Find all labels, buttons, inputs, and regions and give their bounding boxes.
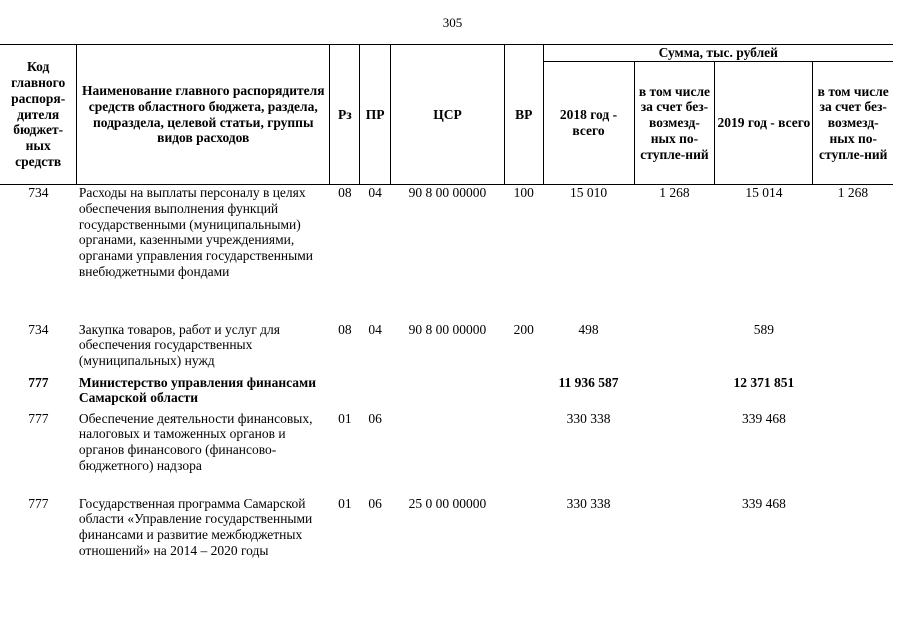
cell-2018-extra (634, 375, 715, 411)
header-csr: ЦСР (390, 45, 504, 185)
cell-rz: 01 (338, 495, 352, 511)
header-sum: Сумма, тыс. рублей (543, 45, 893, 62)
header-name: Наименование главного распорядителя средств областного бюджета, раздела, подраздела, целевой статьи, группы видов расходов (77, 45, 330, 185)
cell-2019-total: 339 468 (741, 410, 786, 426)
cell-vr (505, 496, 543, 581)
cell-name: Министерство управления финансами Самарской области (78, 374, 316, 406)
cell-2018-extra: 1 268 (659, 185, 690, 200)
cell-2019-total: 15 014 (745, 185, 783, 200)
cell-vr (505, 375, 543, 411)
cell-2018-extra (634, 496, 715, 581)
cell-code: 734 (28, 185, 49, 200)
header-rz: Рз (330, 45, 360, 185)
cell-2018-extra (634, 411, 715, 496)
cell-csr (390, 375, 504, 411)
header-vr: ВР (505, 45, 543, 185)
cell-csr: 90 8 00 00000 (408, 185, 487, 200)
cell-name: Закупка товаров, работ и услуг для обеспечения государственных (муниципальных) нужд (78, 321, 280, 369)
cell-pr: 06 (368, 410, 382, 426)
cell-csr (390, 411, 504, 496)
cell-2019-total: 12 371 851 (733, 374, 795, 390)
cell-code: 777 (28, 410, 49, 426)
table-row (0, 375, 893, 411)
cell-2019-extra (813, 322, 893, 375)
cell-code: 777 (28, 495, 49, 511)
cell-pr: 04 (368, 321, 382, 337)
header-2018-total: 2018 год - всего (543, 62, 634, 185)
header-pr: ПР (360, 45, 390, 185)
page-number: 305 (442, 15, 463, 30)
cell-pr: 06 (368, 495, 382, 511)
cell-rz (330, 375, 360, 411)
header-2018-extra: в том числе за счет без-возмезд-ных по-ступле-ний (634, 62, 715, 185)
cell-pr: 04 (368, 185, 382, 200)
cell-rz: 08 (338, 321, 352, 337)
cell-2018-extra (634, 322, 715, 375)
cell-csr: 90 8 00 00000 (408, 321, 487, 337)
table-row (0, 411, 893, 496)
header-row-1 (0, 45, 893, 62)
cell-2019-extra (813, 496, 893, 581)
cell-rz: 08 (338, 185, 352, 200)
cell-2018-total: 330 338 (566, 410, 611, 426)
cell-2019-extra (813, 411, 893, 496)
cell-vr: 100 (513, 185, 534, 200)
table-row (0, 496, 893, 581)
cell-name: Расходы на выплаты персоналу в целях обеспечения выполнения функций государственными (муниципальными) органами, казенными учреждениями, органами управления государственными внебюджетными фондами (78, 185, 313, 279)
cell-pr (360, 375, 390, 411)
table-row (0, 322, 893, 375)
cell-2018-total: 330 338 (566, 495, 611, 511)
cell-code: 734 (28, 321, 49, 337)
cell-vr: 200 (513, 321, 534, 337)
cell-2019-total: 589 (753, 321, 775, 337)
cell-2019-extra (813, 375, 893, 411)
cell-name: Обеспечение деятельности финансовых, налоговых и таможенных органов и органов финансового (финансово-бюджетного) надзора (78, 410, 313, 473)
cell-2019-extra: 1 268 (837, 185, 869, 200)
header-2019-total: 2019 год - всего (715, 62, 813, 185)
table-row (0, 185, 893, 322)
cell-code: 777 (28, 374, 49, 390)
budget-table (0, 44, 893, 581)
cell-2019-total: 339 468 (741, 495, 786, 511)
cell-2018-total: 11 936 587 (558, 374, 619, 390)
cell-rz: 01 (338, 410, 352, 426)
header-2019-extra: в том числе за счет без-возмезд-ных по-ступле-ний (813, 62, 893, 185)
cell-2018-total: 15 010 (569, 185, 608, 200)
header-code: Код главного распоря-дителя бюджет-ных средств (0, 45, 77, 185)
cell-vr (505, 411, 543, 496)
cell-2018-total: 498 (578, 321, 599, 337)
cell-csr: 25 0 00 00000 (408, 495, 487, 511)
cell-name: Государственная программа Самарской области «Управление государственными финансами и развитие межбюджетных отношений» на 2014 – 2020 годы (78, 495, 313, 558)
